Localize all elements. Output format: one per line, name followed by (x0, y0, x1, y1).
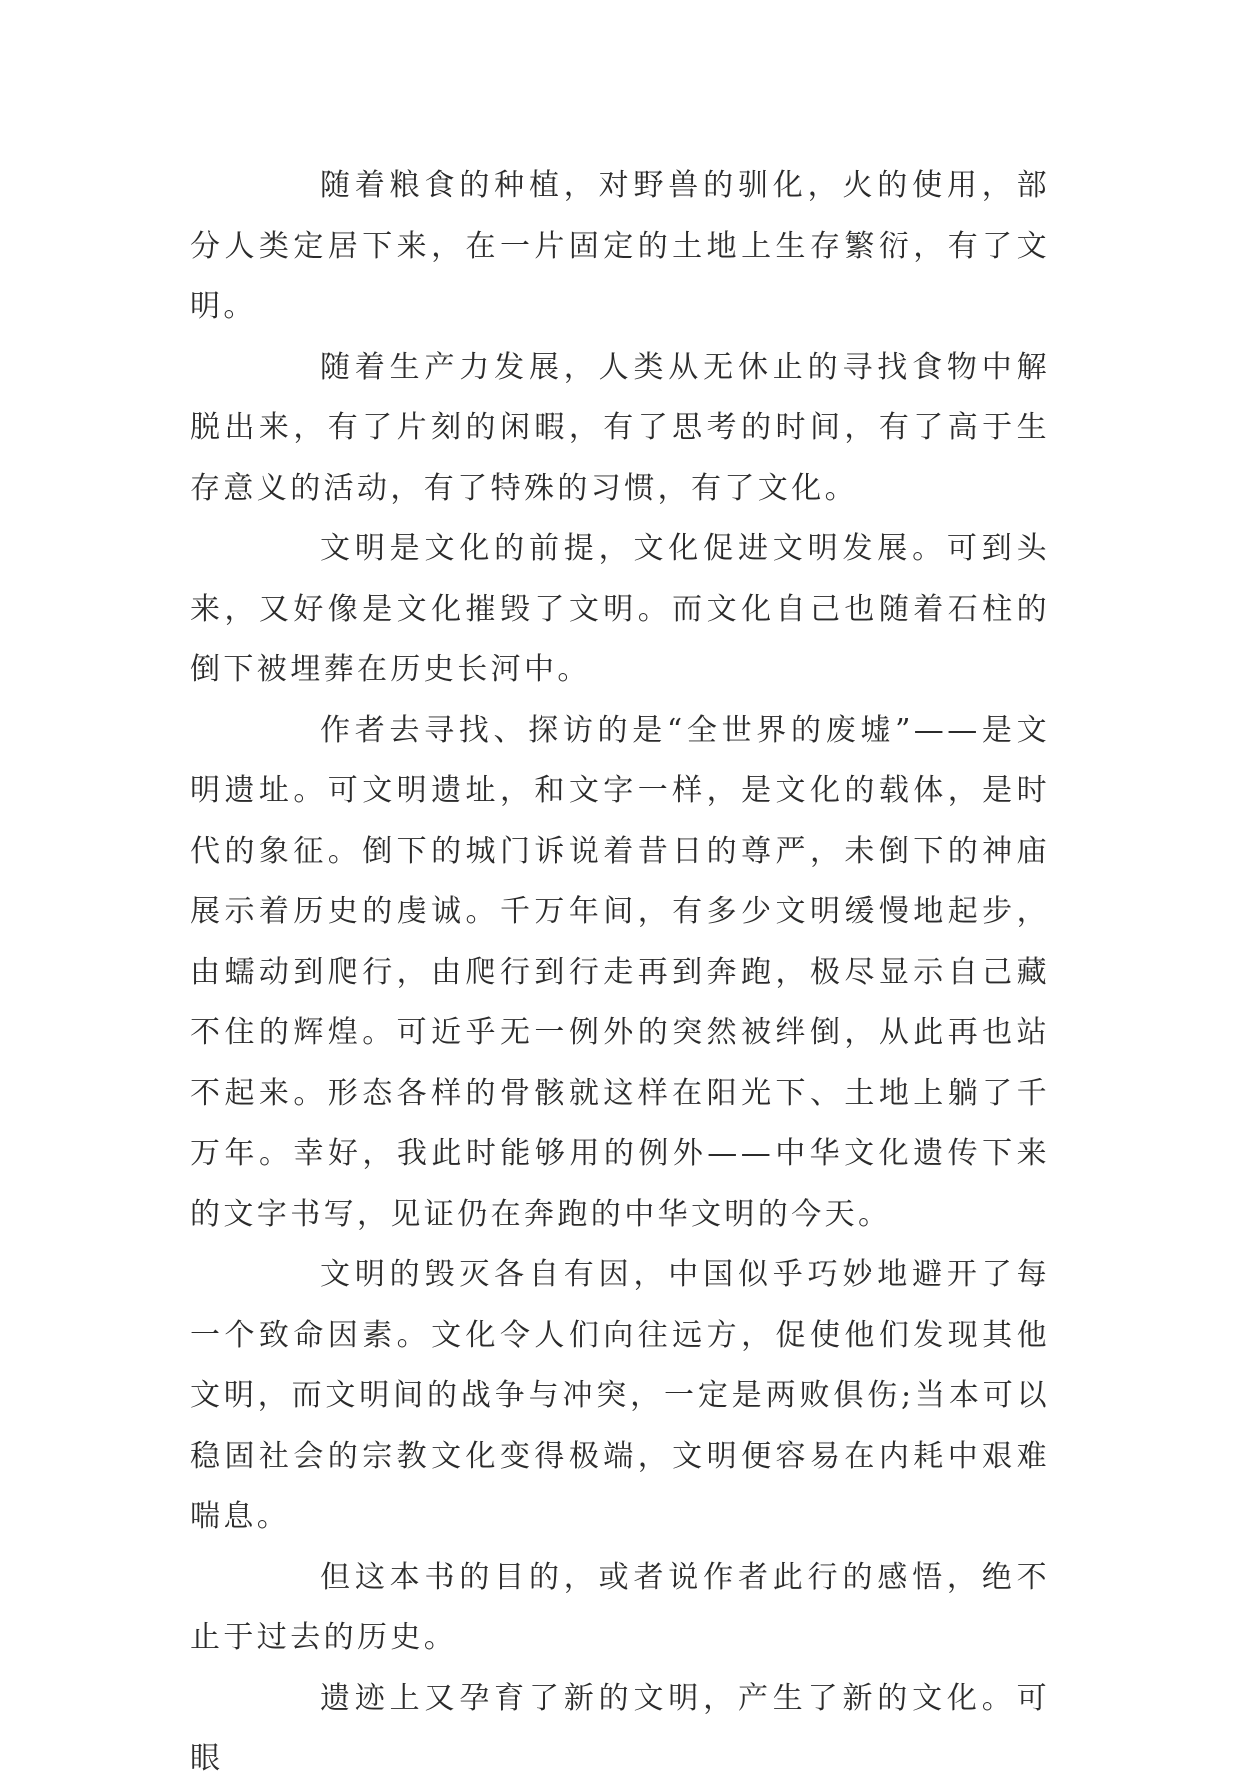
paragraph-4: 作者去寻找、探访的是“全世界的废墟”——是文明遗址。可文明遗址，和文字一样，是文化的载体，是时代的象征。倒下的城门诉说着昔日的尊严，未倒下的神庙展示着历史的虔诚。千万年间，有多少文明缓慢地起步，由蠕动到爬行，由爬行到行走再到奔跑，极尽显示自己藏不住的辉煌。可近乎无一例外的突然被绊倒，从此再也站不起来。形态各样的骨骸就这样在阳光下、土地上躺了千万年。幸好，我此时能够用的例外——中华文化遗传下来的文字书写，见证仍在奔跑的中华文明的今天。 (190, 712, 1050, 1232)
paragraph-3: 文明是文化的前提，文化促进文明发展。可到头来，又好像是文化摧毁了文明。而文化自己也随着石柱的倒下被埋葬在历史长河中。 (190, 531, 1050, 687)
paragraph-5: 文明的毁灭各自有因，中国似乎巧妙地避开了每一个致命因素。文化令人们向往远方，促使他们发现其他文明，而文明间的战争与冲突，一定是两败俱伤;当本可以稳固社会的宗教文化变得极端，文明便容易在内耗中艰难喘息。 (190, 1257, 1050, 1534)
paragraph-1: 随着粮食的种植，对野兽的驯化，火的使用，部分人类定居下来，在一片固定的土地上生存繁衍，有了文明。 (190, 168, 1050, 324)
paragraph-2: 随着生产力发展，人类从无休止的寻找食物中解脱出来，有了片刻的闲暇，有了思考的时间，有了高于生存意义的活动，有了特殊的习惯，有了文化。 (190, 349, 1050, 506)
document-body (190, 156, 1050, 1790)
paragraph-6: 但这本书的目的，或者说作者此行的感悟，绝不止于过去的历史。 (190, 1559, 1050, 1655)
paragraph-7: 遗迹上又孕育了新的文明，产生了新的文化。可眼 (190, 1680, 1050, 1776)
